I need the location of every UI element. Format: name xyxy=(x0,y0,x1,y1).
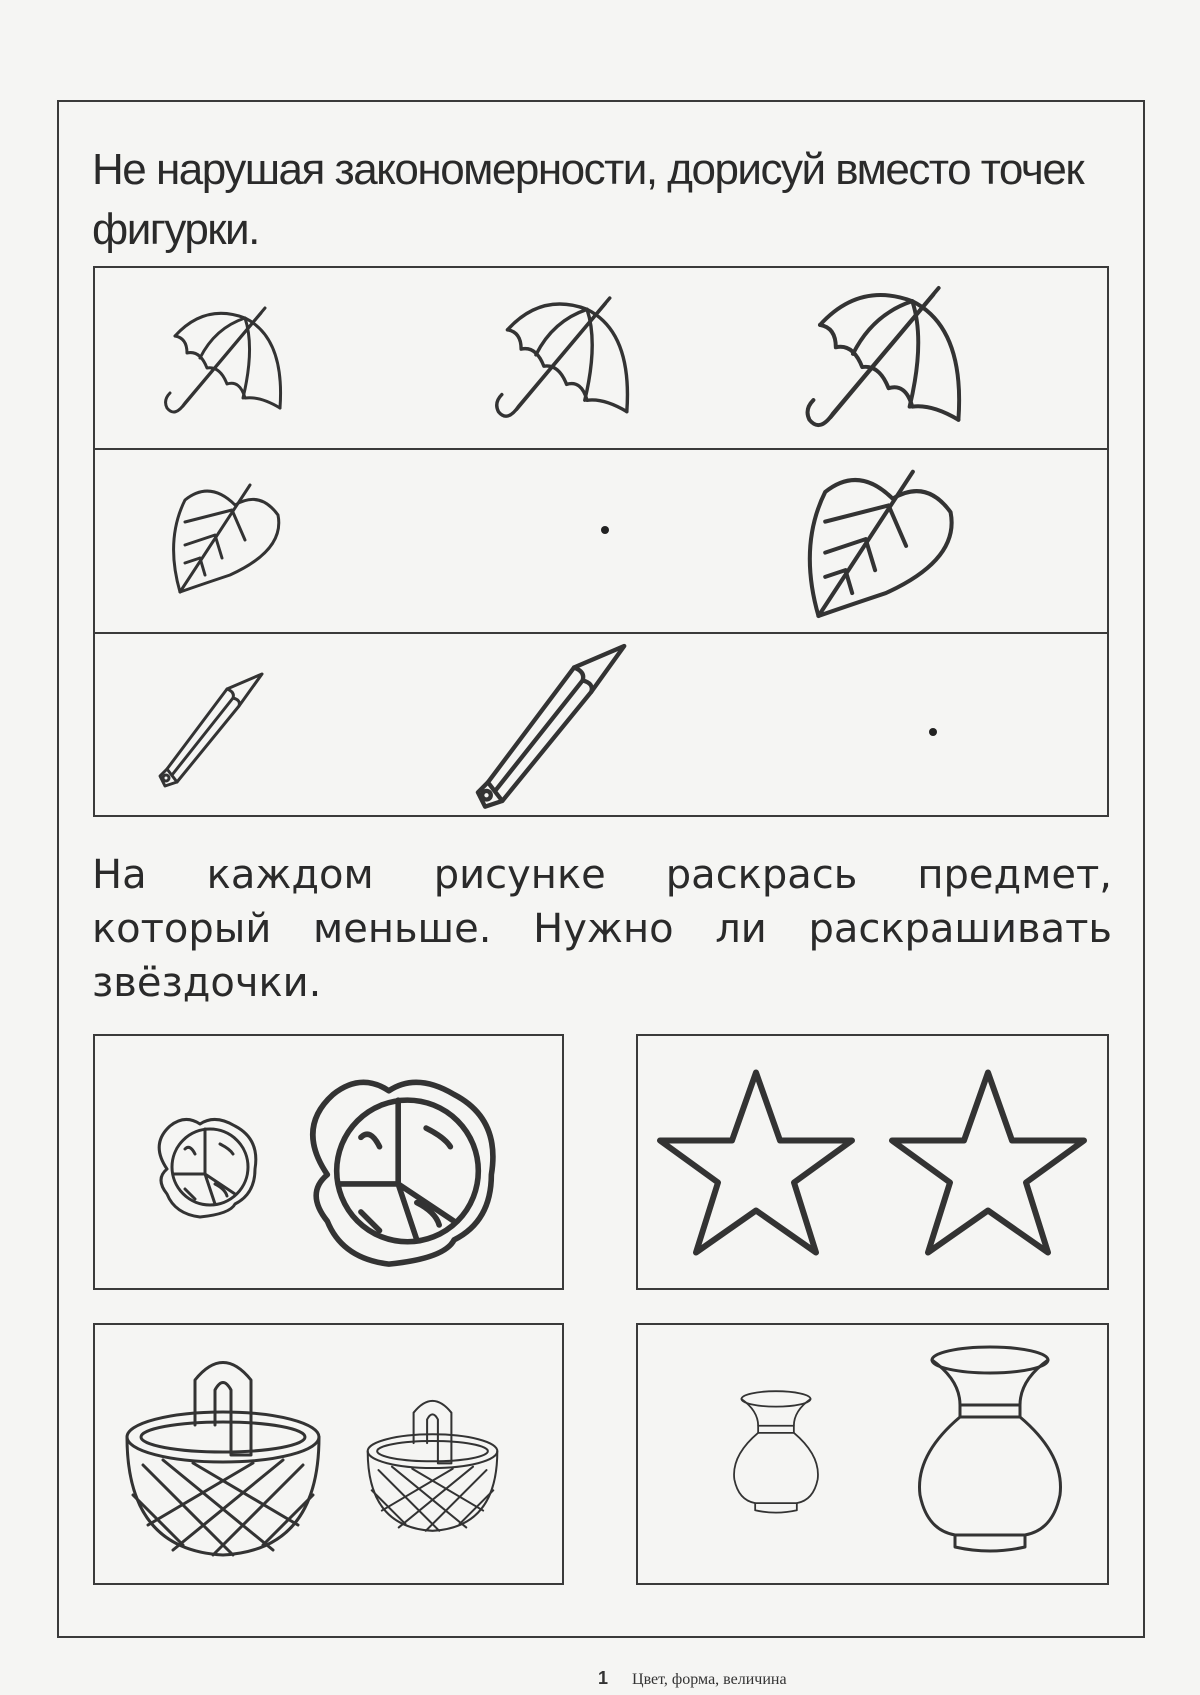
page-number: 1 xyxy=(598,1668,609,1688)
leaf-icon xyxy=(170,480,285,595)
task-1-instruction: Не нарушая закономерности, дорисуй вместо точек фигурки. xyxy=(92,145,1084,254)
pencil-icon xyxy=(157,674,267,789)
panel-vases xyxy=(636,1323,1109,1585)
panel-cabbages xyxy=(93,1034,564,1290)
umbrella-icon xyxy=(805,288,980,433)
panel-stars xyxy=(636,1034,1109,1290)
cabbage-icon xyxy=(305,1070,510,1270)
star-icon xyxy=(656,1066,856,1261)
leaf-icon xyxy=(805,465,960,620)
umbrella-icon xyxy=(495,298,645,423)
section-title: Цвет, форма, величина xyxy=(632,1671,787,1688)
placeholder-dot xyxy=(929,728,937,736)
basket-icon xyxy=(365,1395,500,1535)
pattern-row-leaves xyxy=(95,450,1107,634)
placeholder-dot xyxy=(601,526,609,534)
cabbage-icon xyxy=(155,1114,265,1219)
task-2-instruction: На каждом рисунке раскрась предмет, который меньше. Нужно ли раскрашивать звёздочки. xyxy=(92,852,1112,1006)
panel-baskets xyxy=(93,1323,564,1585)
star-icon xyxy=(888,1066,1088,1261)
pattern-row-pencils xyxy=(95,634,1107,815)
basket-icon xyxy=(123,1355,323,1560)
page-footer xyxy=(598,1668,787,1689)
vase-icon xyxy=(730,1390,822,1515)
pattern-row-umbrellas xyxy=(95,268,1107,450)
vase-icon xyxy=(914,1345,1066,1555)
umbrella-icon xyxy=(165,308,295,418)
pencil-icon xyxy=(470,646,635,811)
pattern-grid xyxy=(93,266,1109,817)
